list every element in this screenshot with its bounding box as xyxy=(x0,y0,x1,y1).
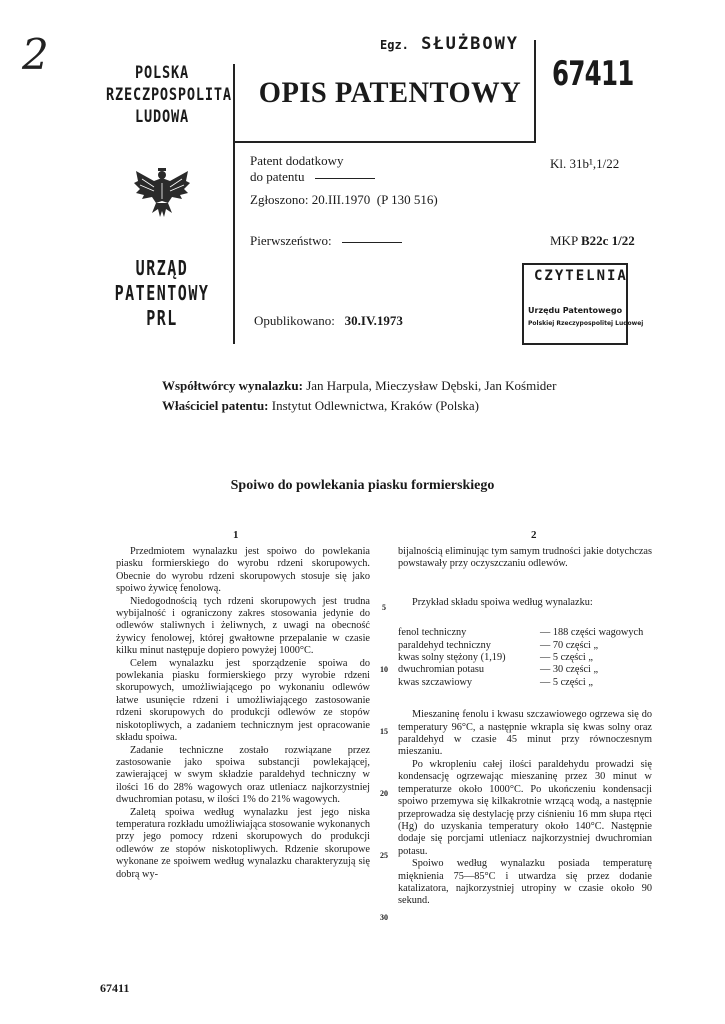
eagle-emblem-icon xyxy=(132,163,192,221)
paragraph: Mieszaninę fenolu i kwasu szczawiowego ogrzewa się do temperatury 96°C, a następnie wkrapla się kwas solny oraz paraldehyd w czasie 45 minut przy równoczesnym mieszaniu. xyxy=(398,709,652,758)
classification: Kl. 31b¹,1/22 xyxy=(550,156,620,171)
paragraph: Spoiwo według wynalazku posiada temperaturę mięknienia 75—85°C i utwardza się przez dodanie katalizatora, najkorzystniej utropiny w czasie około 90 sekund. xyxy=(398,858,652,907)
paragraph: Zadanie techniczne zostało rozwiązane przez zastosowanie jako spoiwa substancji powlekającej, zawierającej w swym składzie paraldehyd techniczny w ilości 16 do 28% wagowych oraz utleniacz najkorzystniej dwuchromian potasu, w ilości 1% do 21% wagowych. xyxy=(116,744,370,806)
country-line: RZECZPOSPOLITA xyxy=(106,85,232,105)
ingredient-amount: — 5 części „ xyxy=(540,676,593,688)
ingredient-amount: — 30 części „ xyxy=(540,664,599,676)
paragraph: bijalnością eliminując tym samym trudności jakie dotychczas powstawały przy oczyszczaniu odlewów. xyxy=(398,546,652,570)
reading-room-stamp-sub: Polskiej Rzeczypospolitej Ludowej xyxy=(528,320,644,327)
supplementary-patent-field xyxy=(250,153,375,185)
ingredient-name: kwas solny stężony (1,19) xyxy=(398,652,506,664)
inventors-value: Jan Harpula, Mieczysław Dębski, Jan Kośmider xyxy=(306,378,557,393)
reading-room-stamp-sub: Urzędu Patentowego xyxy=(528,306,623,315)
table-row xyxy=(398,640,643,652)
example-title: Przykład składu spoiwa według wynalazku: xyxy=(412,596,593,608)
supplementary-line xyxy=(250,169,375,185)
table-row xyxy=(398,627,643,639)
line-number: 20 xyxy=(380,789,388,798)
line-number: 30 xyxy=(380,913,388,922)
ingredient-name: kwas szczawiowy xyxy=(398,676,473,688)
filed-field xyxy=(250,192,438,208)
office-line: URZĄD xyxy=(135,256,189,280)
mkp-classification xyxy=(550,233,635,249)
handwritten-mark: 2 xyxy=(22,30,49,79)
patent-office-name xyxy=(92,256,232,331)
owner-label: Właściciel patentu: xyxy=(162,398,269,413)
stamp-prefix: Egz. xyxy=(380,38,409,52)
line-number: 25 xyxy=(380,851,388,860)
paragraph: Po wkropleniu całej ilości paraldehydu prowadzi się kondensację ogrzewając mieszaninę przez 30 minut w temperaturze około 1000°C. Po ukończeniu kondensacji spoiwo przemywa się kilkakrotnie wrzącą wodą, a następnie przeprowadza się destylację przy ciśnieniu 16 mm słupa rtęci (Hg) do uzyskania temperatury około 140°C. Następnie dodaje się porcjami utleniacz najkorzystniej dwuchromian potasu. xyxy=(398,758,652,857)
line-number: 5 xyxy=(382,603,386,612)
mkp-label: MKP xyxy=(550,233,578,248)
filed-reference: (P 130 516) xyxy=(376,192,438,207)
frame-line-bottom xyxy=(233,141,536,143)
footer-patent-number: 67411 xyxy=(100,981,130,995)
patent-owner xyxy=(162,397,479,415)
ingredient-name: paraldehyd techniczny xyxy=(398,639,491,651)
ingredient-name: dwuchromian potasu xyxy=(398,664,485,676)
country-line: LUDOWA xyxy=(135,107,189,127)
line-number: 10 xyxy=(380,665,388,674)
inventors xyxy=(162,377,556,395)
reading-room-stamp-title: CZYTELNIA xyxy=(534,268,628,284)
priority-label: Pierwszeństwo: xyxy=(250,233,332,248)
office-line: PRL xyxy=(146,306,178,330)
supplementary-line: Patent dodatkowy xyxy=(250,153,344,168)
country-name xyxy=(92,62,232,128)
office-line: PATENTOWY xyxy=(114,281,210,305)
ingredient-amount: — 188 części wagowych xyxy=(540,627,644,639)
filed-label: Zgłoszono: xyxy=(250,192,309,207)
paragraph: Przedmiotem wynalazku jest spoiwo do powlekania piasku formierskiego do wyrobu rdzeni skorupowych. Obecnie do wyrobu rdzeni skorupowych stosuje się jako spoiwo żywicę fenolową. xyxy=(116,546,370,595)
published-label: Opublikowano: xyxy=(254,313,335,328)
column-2 xyxy=(398,546,652,908)
owner-value: Instytut Odlewnictwa, Kraków (Polska) xyxy=(271,398,480,413)
line-number: 15 xyxy=(380,727,388,736)
paragraph: Niedogodnością tych rdzeni skorupowych jest trudna wybijalność i ograniczony zakres stosowania jedynie do odlewów staliwnych i żeliwnych, z uwagi na obecność żywicy fenolowej, której gwałtowne przepalanie w czasie kilku minut następuje dopiero powyżej 1000°C. xyxy=(116,595,370,657)
mkp-value: B22c 1/22 xyxy=(580,233,635,248)
blank-line xyxy=(315,178,375,179)
filed-value: 20.III.1970 xyxy=(311,192,371,207)
published-field xyxy=(254,313,403,329)
composition-table xyxy=(398,627,643,689)
blank-line xyxy=(342,242,402,243)
document-title: Spoiwo do powlekania piasku formierskiego xyxy=(230,478,495,493)
table-row xyxy=(398,677,643,689)
country-line: POLSKA xyxy=(135,63,189,83)
frame-line-left xyxy=(233,64,235,344)
priority-field xyxy=(250,233,402,249)
official-copy-stamp xyxy=(380,34,519,54)
paragraph: Zaletą spoiwa według wynalazku jest jego niska temperatura rozkładu umożliwiająca stosowanie wykonanych przy jego pomocy rdzeni skorupowych do produkcji odlewów ze stopów niskotopliwych. Rdzenie skorupowe wykonane ze spoiwem według wynalazku charakteryzują się dobrą wy- xyxy=(116,806,370,880)
patent-number: 67411 xyxy=(552,54,634,94)
inventors-label: Współtwórcy wynalazku: xyxy=(162,378,303,393)
document-type-title: OPIS PATENTOWY xyxy=(258,76,522,109)
column-number: 1 xyxy=(233,529,239,541)
frame-line-right xyxy=(534,40,536,143)
column-1 xyxy=(116,546,370,881)
table-row xyxy=(398,664,643,676)
ingredient-amount: — 70 części „ xyxy=(540,639,599,651)
table-row xyxy=(398,652,643,664)
supplementary-line-text: do patentu xyxy=(250,169,305,184)
ingredient-name: fenol techniczny xyxy=(398,627,467,639)
stamp-text: SŁUŻBOWY xyxy=(421,34,520,54)
column-number: 2 xyxy=(531,529,537,541)
published-value: 30.IV.1973 xyxy=(344,313,403,328)
ingredient-amount: — 5 części „ xyxy=(540,652,593,664)
paragraph: Celem wynalazku jest sporządzenie spoiwa do powlekania piasku formierskiego przy wyrobie rdzeni skorupowych, umożliwiającego po wykonaniu odlewów łatwe usunięcie rdzeni i umożliwiającego zastosowanie rdzeni skorupowych do produkcji odlewów ze stopów niskotopliwych, a zadaniem technicznym jest opracowanie składu spoiwa. xyxy=(116,657,370,744)
